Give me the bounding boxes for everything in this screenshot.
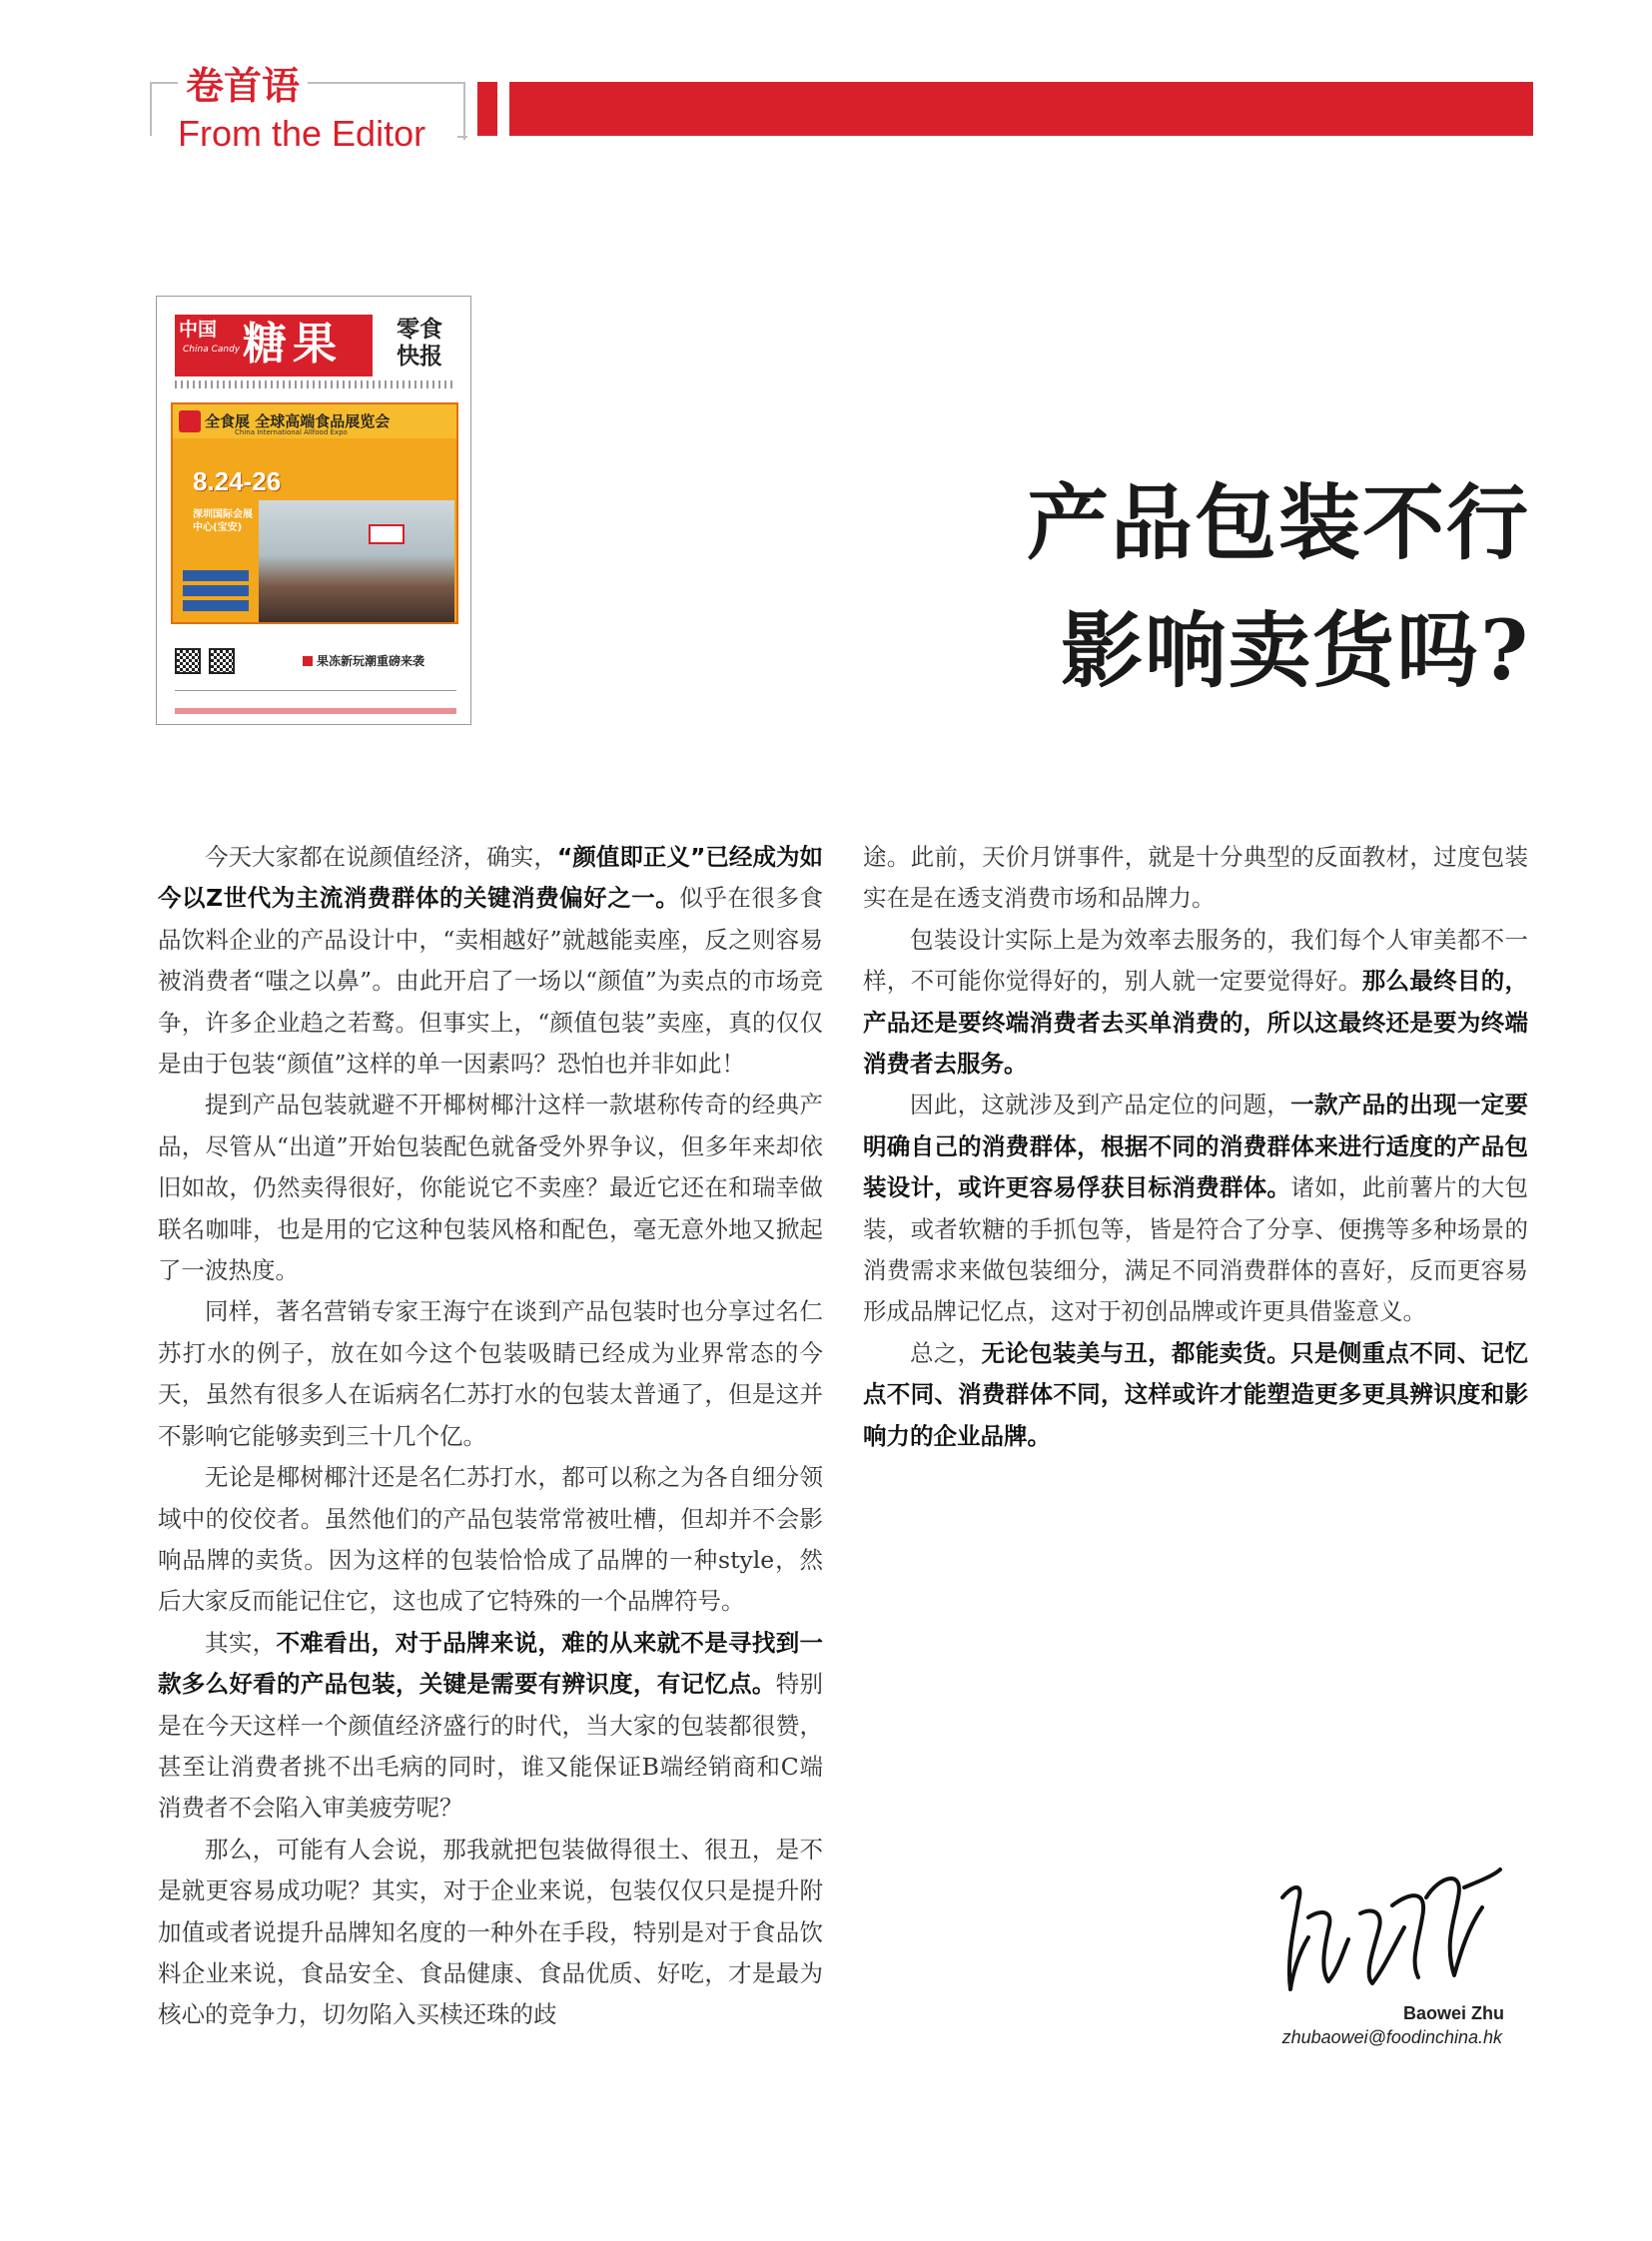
emphasis: 一款产品的出现一定要明确自己的消费群体，根据不同的消费群体来进行适度的产品包装设计，或许更容易俘获目标消费群体。 [863, 1091, 1529, 1202]
cover-footer-bar [175, 708, 456, 714]
cover-expo-name: 全食展 全球高端食品展览会 [205, 412, 391, 430]
header-accent-block [477, 82, 497, 136]
cover-logo-tangguo: 糖果 [243, 319, 343, 370]
expo-logo-icon [179, 410, 201, 432]
body-column-right [863, 837, 1528, 1457]
cover-tagline: 果冻新玩潮重磅来袭 [303, 652, 424, 669]
section-title-en: From the Editor [172, 113, 431, 155]
cover-logo-en: China Candy [183, 345, 241, 355]
emphasis: 无论包装美与丑，都能卖货。只是侧重点不同、记忆点不同、消费群体不同，这样或许才能塑造更多更具辨识度和影响力的企业品牌。 [863, 1338, 1529, 1450]
emphasis: 那么最终目的，产品还是要终端消费者去买单消费的，所以这最终还是要为终端消费者去服务。 [863, 967, 1529, 1079]
body-column-left [158, 837, 823, 2036]
cover-expo-en: China International Allfood Expo [235, 428, 348, 436]
author-email: zhubaowei@foodinchina.hk [1281, 2027, 1502, 2047]
header-frame-edge [150, 82, 152, 136]
signature-icon [1268, 1858, 1508, 2007]
title-line-1: 产品包装不行 [1026, 475, 1530, 571]
section-title-cn: 卷首语 [178, 62, 308, 110]
paragraph: 那么，可能有人会说，那我就把包装做得很土、很丑，是不是就更容易成功呢？其实，对于企业来说，包装仅仅只是提升附加值或者说提升品牌知名度的一种外在手段，特别是对于食品饮料企业来说，食品安全、食品健康、食品优质、好吃，才是最为核心的竞争力，切勿陷入买椟还珠的歧 [158, 1835, 823, 2029]
cover-logo-lingshi: 零食快报 [397, 317, 442, 370]
author-name: Baowei Zhu [1402, 2003, 1504, 2023]
paragraph: 途。此前，天价月饼事件，就是十分典型的反面教材，过度包装实在是在透支消费市场和品牌力。 [863, 843, 1528, 913]
paragraph: 总之，无论包装美与丑，都能卖货。只是侧重点不同、记忆点不同、消费群体不同，这样或许才能塑造更多更具辨识度和影响力的企业品牌。 [863, 1338, 1529, 1450]
paragraph: 其实，不难看出，对于品牌来说，难的从来就不是寻找到一款多么好看的产品包装，关键是需要有辨识度，有记忆点。特别是在今天这样一个颜值经济盛行的时代，当大家的包装都很赞，甚至让消费者挑不出毛病的同时，谁又能保证B端经销商和C端消费者不会陷入审美疲劳呢？ [158, 1628, 824, 1823]
magazine-cover [156, 296, 471, 725]
qr-code-icon [175, 648, 201, 674]
paragraph: 今天大家都在说颜值经济，确实，“颜值即正义”已经成为如今以Z世代为主流消费群体的关键消费偏好之一。似乎在很多食品饮料企业的产品设计中，“卖相越好”就越能卖座，反之则容易被消费者“嗤之以鼻”。由此开启了一场以“颜值”为卖点的市场竞争，许多企业趋之若鹜。但事实上，“颜值包装”卖座，真的仅仅是由于包装“颜值”这样的单一因素吗？恐怕也并非如此！ [158, 843, 824, 1079]
paragraph: 因此，这就涉及到产品定位的问题，一款产品的出现一定要明确自己的消费群体，根据不同的消费群体来进行适度的产品包装设计，或许更容易俘获目标消费群体。诸如，此前薯片的大包装，或者软糖的手抓包等，皆是符合了分享、便携等多种场景的消费需求来做包装细分，满足不同消费群体的喜好，反而更容易形成品牌记忆点，这对于初创品牌或许更具借鉴意义。 [863, 1091, 1529, 1326]
paragraph: 无论是椰树椰汁还是名仁苏打水，都可以称之为各自细分领域中的佼佼者。虽然他们的产品包装常常被吐槽，但却并不会影响品牌的卖货。因为这样的包装恰恰成了品牌的一种style，然后大家反而能记住它，这也成了它特殊的一个品牌符号。 [158, 1463, 823, 1616]
cover-expo-stats [183, 570, 249, 615]
paragraph: 包装设计实际上是为效率去服务的，我们每个人审美都不一样，不可能你觉得好的，别人就一定要觉得好。那么最终目的，产品还是要终端消费者去买单消费的，所以这最终还是要为终端消费者去服务。 [863, 925, 1529, 1079]
cover-expo-ad [171, 402, 458, 624]
header-accent-bar [509, 82, 1533, 136]
qr-code-icon [209, 648, 235, 674]
cover-expo-date: 8.24-26 [193, 466, 282, 496]
cover-footer [175, 690, 456, 710]
cover-expo-venue: 深圳国际会展中心(宝安) [193, 509, 253, 533]
article-title [1027, 459, 1530, 715]
paragraph: 提到产品包装就避不开椰树椰汁这样一款堪称传奇的经典产品，尽管从“出道”开始包装配色就备受外界争议，但多年来却依旧如故，仍然卖得很好，你能说它不卖座？最近它还在和瑞幸做联名咖啡，也是用的它这种包装风格和配色，毫无意外地又掀起了一波热度。 [158, 1091, 823, 1285]
title-line-2: 影响卖货吗? [1060, 603, 1530, 699]
expo-sign-icon [369, 524, 405, 544]
paragraph: 同样，著名营销专家王海宁在谈到产品包装时也分享过名仁苏打水的例子，放在如今这个包装吸睛已经成为业界常态的今天，虽然有很多人在诟病名仁苏打水的包装太普通了，但是这并不影响它能够卖到三十几个亿。 [158, 1297, 823, 1450]
header-frame-tick [457, 136, 467, 138]
emphasis: 不难看出，对于品牌来说，难的从来就不是寻找到一款多么好看的产品包装，关键是需要有辨识度，有记忆点。 [158, 1628, 824, 1699]
cover-expo-photo [259, 500, 454, 622]
emphasis: “颜值即正义”已经成为如今以Z世代为主流消费群体的关键消费偏好之一。 [158, 843, 824, 913]
cover-logo-zhongguo: 中国 [179, 319, 218, 341]
cover-fineprint [175, 380, 456, 388]
